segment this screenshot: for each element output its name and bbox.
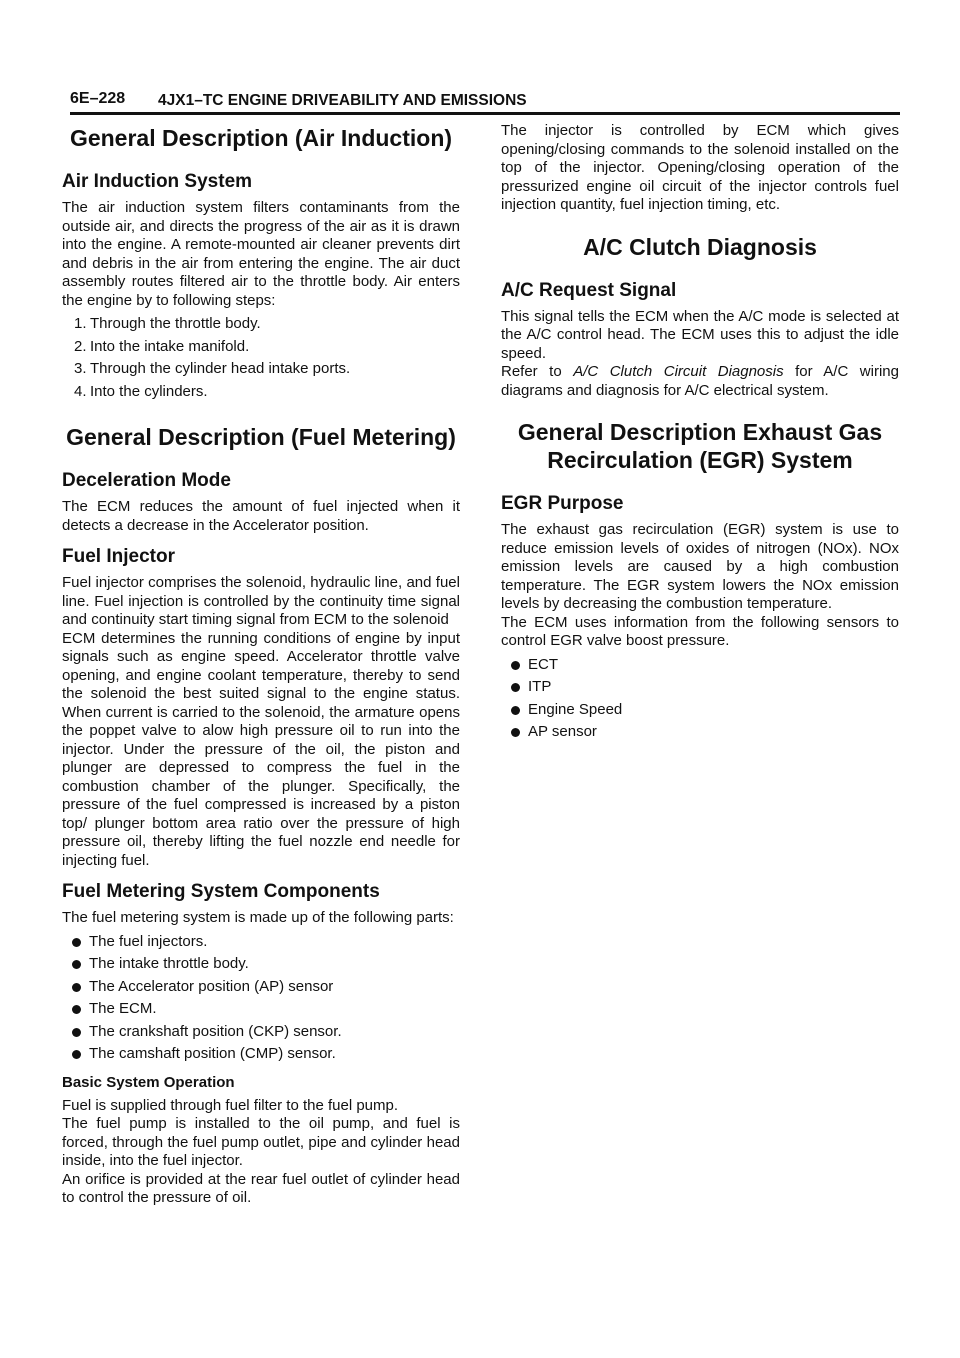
- basic-operation-body-1: Fuel is supplied through fuel filter to the fuel pump.: [62, 1096, 399, 1114]
- egr-body-2: The ECM uses information from the following sensors to control EGR valve boost pressure.: [501, 613, 899, 649]
- fuel-injector-body: Fuel injector comprises the solenoid, hydraulic line, and fuel line. Fuel injection is controlled by the continuity time signal and continuity start timing signal from ECM to the solenoid: [62, 574, 460, 628]
- ac-circuit-reference: A/C Clutch Circuit Diagnosis: [573, 363, 784, 380]
- subheading-ac-request: A/C Request Signal: [501, 279, 677, 301]
- left-column: [62, 122, 460, 1208]
- list-item: 3. Through the cylinder head intake ports.: [74, 360, 351, 377]
- subheading-components: Fuel Metering System Components: [62, 881, 380, 902]
- list-item: Engine Speed: [501, 701, 899, 719]
- air-induction-body: The air induction system filters contaminants from the outside air, and directs the progress of the air as it is drawn into the engine. A remote-mounted air cleaner prevents dirt and debris in the air from entering the engine. The air duct assembly routes filtered air to the throttle body. Air enters the engine by to following steps:: [62, 199, 460, 309]
- ac-request-body: This signal tells the ECM when the A/C mode is selected at the A/C control head. The ECM uses this to adjust the idle speed.: [501, 307, 899, 362]
- components-body: The fuel metering system is made up of the following parts:: [62, 909, 454, 926]
- header-rule: [70, 112, 900, 115]
- deceleration-body: The ECM reduces the amount of fuel injected when it detects a decrease in the Accelerator position.: [62, 498, 460, 534]
- subheading-egr-purpose: EGR Purpose: [501, 493, 624, 514]
- document-title: 4JX1–TC ENGINE DRIVEABILITY AND EMISSIONS: [158, 92, 527, 109]
- subheading-fuel-injector: Fuel Injector: [62, 546, 175, 567]
- list-item: The intake throttle body.: [62, 955, 460, 973]
- injector-continued-body: The injector is controlled by ECM which gives opening/closing commands to the solenoid installed on the top of the injector. Opening/closing operation of the pressurized engine oil circuit of the injector controls fuel injection quantity, fuel injection timing, etc.: [501, 122, 899, 213]
- list-item: The crankshaft position (CKP) sensor.: [62, 1023, 460, 1041]
- subheading-deceleration-mode: Deceleration Mode: [62, 470, 231, 491]
- list-item: The camshaft position (CMP) sensor.: [62, 1045, 460, 1063]
- list-item: AP sensor: [501, 723, 899, 741]
- list-item: The ECM.: [62, 1000, 460, 1018]
- subheading-basic-operation: Basic System Operation: [62, 1073, 235, 1091]
- list-item: ITP: [501, 678, 899, 696]
- right-column: [501, 122, 899, 746]
- list-item: The fuel injectors.: [62, 933, 460, 951]
- page-header: [70, 88, 900, 116]
- list-item: 4. Into the cylinders.: [74, 382, 208, 400]
- list-item: 2. Into the intake manifold.: [74, 337, 250, 355]
- ac-refer-text: Refer to A/C Clutch Circuit Diagnosis for A/C wiring diagrams and diagnosis for A/C electrical system.: [501, 363, 899, 399]
- list-item: The Accelerator position (AP) sensor: [62, 978, 460, 996]
- egr-sensor-list: [501, 656, 899, 742]
- list-item: ECT: [501, 656, 899, 674]
- page-number: 6E–228: [70, 90, 126, 107]
- air-induction-steps: [62, 315, 460, 401]
- fuel-injector-body-2: ECM determines the running conditions of engine by input signals such as engine speed. Accelerator throttle valve opening, and engine coolant temperature, thereby to send the solenoid the best suited signal to the engine status. When current is carried to the solenoid, the armature opens the poppet valve to alow high pressure oil to run into the injector. Under the pressure of the oil, the piston and plunger are depressed to compress the fuel in the combustion chamber of the plunger. Specifically, the pressure of the fuel compressed is increased by a piston top/ plunger bottom area ratio over the pressure of high pressure oil, thereby lifting the fuel nozzle end needle for injecting fuel.: [62, 629, 460, 869]
- components-list: [62, 933, 460, 1064]
- egr-body-1: The exhaust gas recirculation (EGR) system is use to reduce emission levels of oxides of nitrogen (NOx). NOx emission levels are caused by a high combustion temperature. The EGR system lowers the NOx emission levels by decreasing the combustion temperature.: [501, 521, 899, 612]
- heading-egr: General Description Exhaust Gas Recirculation (EGR) System: [517, 419, 883, 473]
- subheading-air-induction-system: Air Induction System: [62, 171, 253, 192]
- heading-fuel-metering: General Description (Fuel Metering): [66, 424, 456, 450]
- list-item: 1. Through the throttle body.: [74, 315, 261, 332]
- heading-ac-clutch: A/C Clutch Diagnosis: [583, 233, 817, 260]
- basic-operation-body-3: An orifice is provided at the rear fuel outlet of cylinder head to control the pressure of oil.: [62, 1170, 460, 1206]
- heading-air-induction: General Description (Air Induction): [69, 125, 453, 151]
- basic-operation-body-2: The fuel pump is installed to the oil pump, and fuel is forced, through the fuel pump outlet, pipe and cylinder head inside, into the fuel injector.: [62, 1115, 460, 1169]
